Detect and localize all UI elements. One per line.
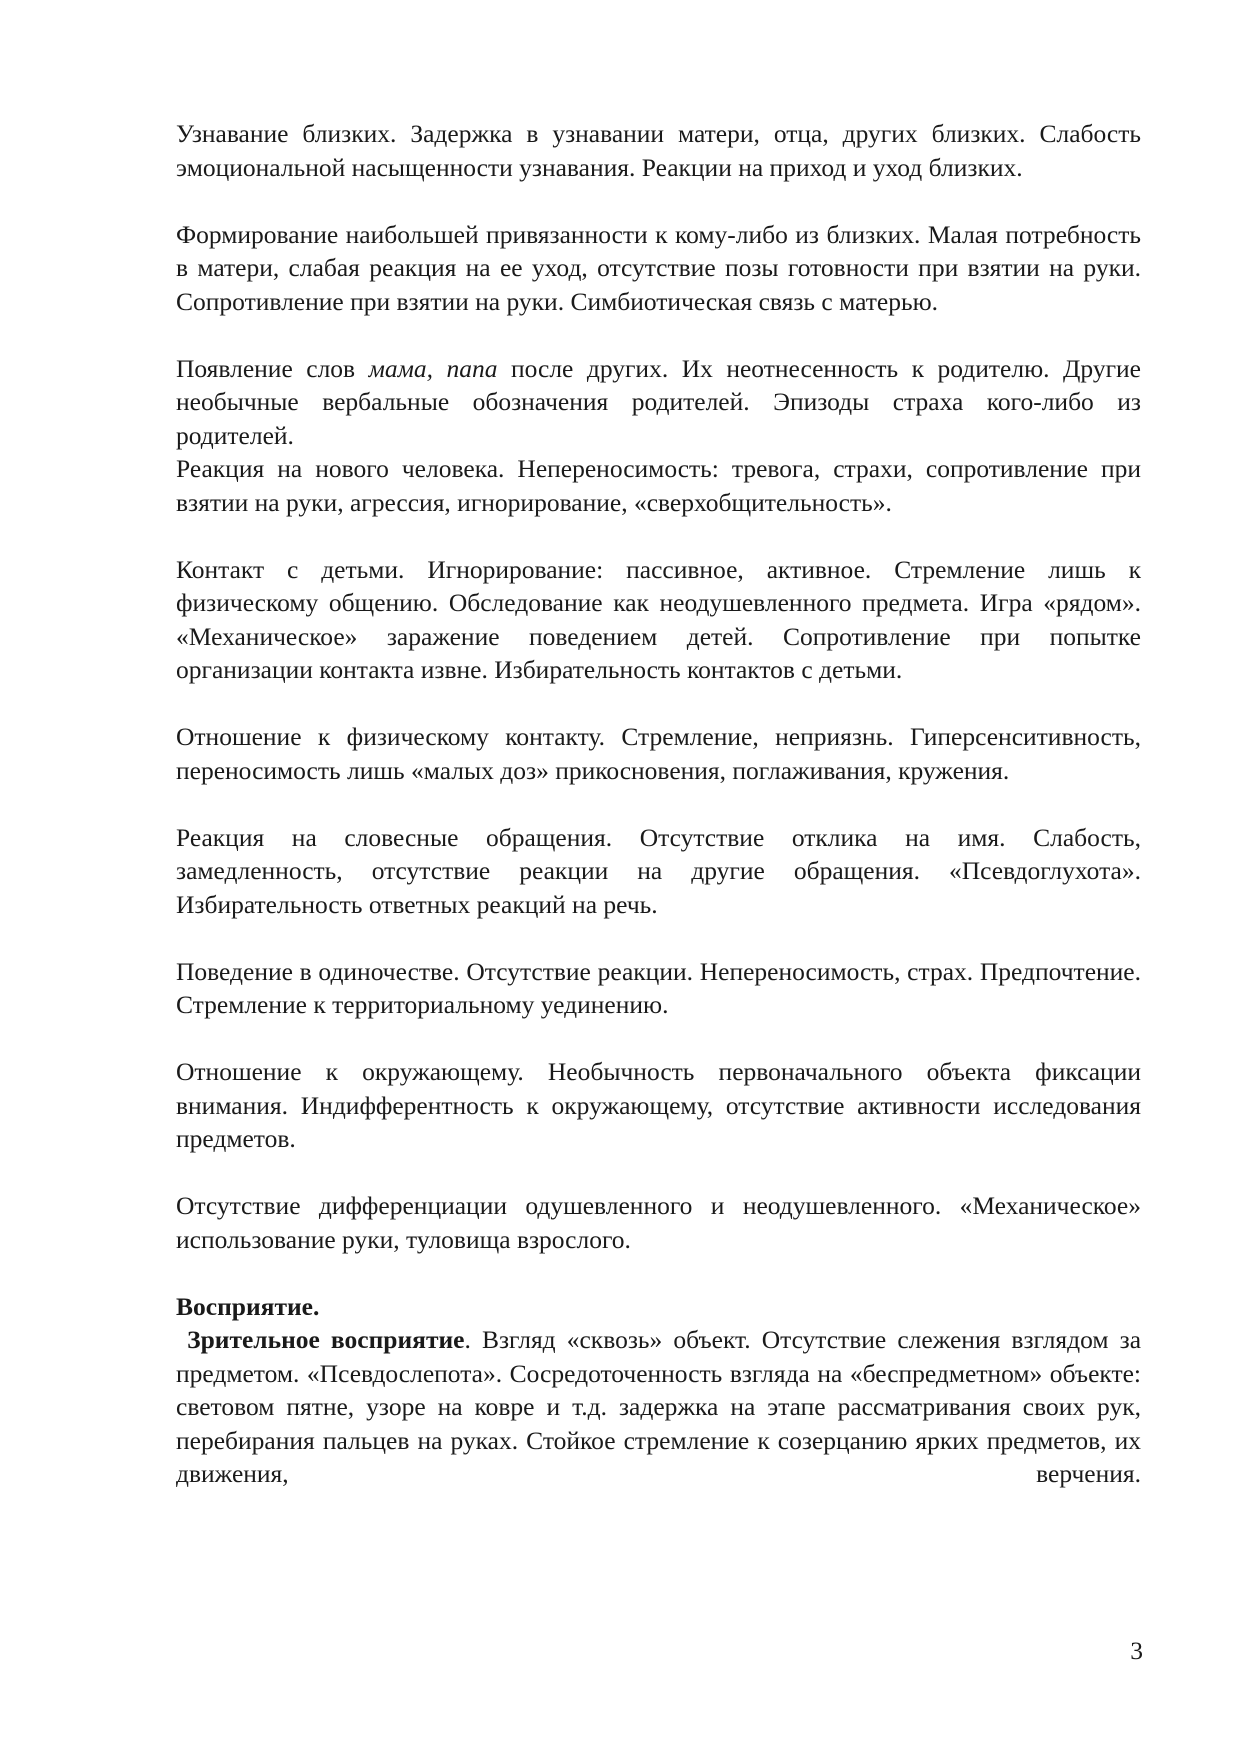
visual-perception-text: . Взгляд «сквозь» объект. Отсутствие слежения взглядом за предметом. «Псевдослепота». Сосредоточенность взгляда на «беспредметном» объекте: световом пятне, узоре на ковре и т.д. задержка на этапе рассматривания своих рук, перебирания пальцев на руках. Стойкое стремление к созерцанию ярких предметов, их движения, верчения. [176,1325,1142,1488]
first-words-text-end: после других. Их неотнесенность к родителю. Другие необычные вербальные обозначения родителей. Эпизоды страха кого-либо из родителей. [176,353,1141,450]
paragraph-visual-perception [176,1323,1141,1491]
paragraph-reaction-to-new-person: Реакция на нового человека. Непереносимость: тревога, страхи, сопротивление при взятии на руки, агрессия, игнорирование, «сверхобщительность». [176,454,1141,517]
paragraph-attachment: Формирование наибольшей привязанности к кому-либо из близких. Малая потребность в матери, слабая реакция на ее уход, отсутствие позы готовности при взятии на руки. Сопротивление при взятии на руки. Симбиотическая связь с матерью. [176,219,1141,316]
visual-perception-bold: Зрительное восприятие [187,1325,465,1354]
first-words-italic: мама, папа [368,353,498,383]
paragraph-physical-contact: Отношение к физическому контакту. Стремление, неприязнь. Гиперсенситивность, переносимость лишь «малых доз» прикосновения, поглаживания, кружения. [176,722,1141,785]
paragraph-verbal-address: Реакция на словесные обращения. Отсутствие отклика на имя. Слабость, замедленность, отсутствие реакции на другие обращения. «Псевдоглухота». Избирательность ответных реакций на речь. [176,822,1141,919]
paragraph-recognition-of-relatives: Узнавание близких. Задержка в узнавании матери, отца, других близких. Слабость эмоциональной насыщенности узнавания. Реакции на приход и уход близких. [176,119,1141,182]
paragraph-attitude-to-environment: Отношение к окружающему. Необычность первоначального объекта фиксации внимания. Индифферентность к окружающему, отсутствие активности исследования предметов. [176,1057,1141,1153]
section-heading-perception: Восприятие. [176,1291,320,1321]
paragraph-solitude-behavior: Поведение в одиночестве. Отсутствие реакции. Непереносимость, страх. Предпочтение. Стремление к территориальному уединению. [176,956,1141,1019]
first-words-text-start: Появление слов [176,353,369,383]
paragraph-contact-with-children: Контакт с детьми. Игнорирование: пассивное, активное. Стремление лишь к физическому общению. Обследование как неодушевленного предмета. Игра «рядом». «Механическое» заражение поведением детей. Сопротивление при попытке организации контакта извне. Избирательность контактов с детьми. [176,554,1141,684]
paragraph-first-words [176,352,1141,453]
paragraph-animate-inanimate: Отсутствие дифференциации одушевленного и неодушевленного. «Механическое» использование руки, туловища взрослого. [176,1191,1141,1254]
page-number: 3 [1130,1636,1143,1665]
page-body [176,117,1141,1491]
